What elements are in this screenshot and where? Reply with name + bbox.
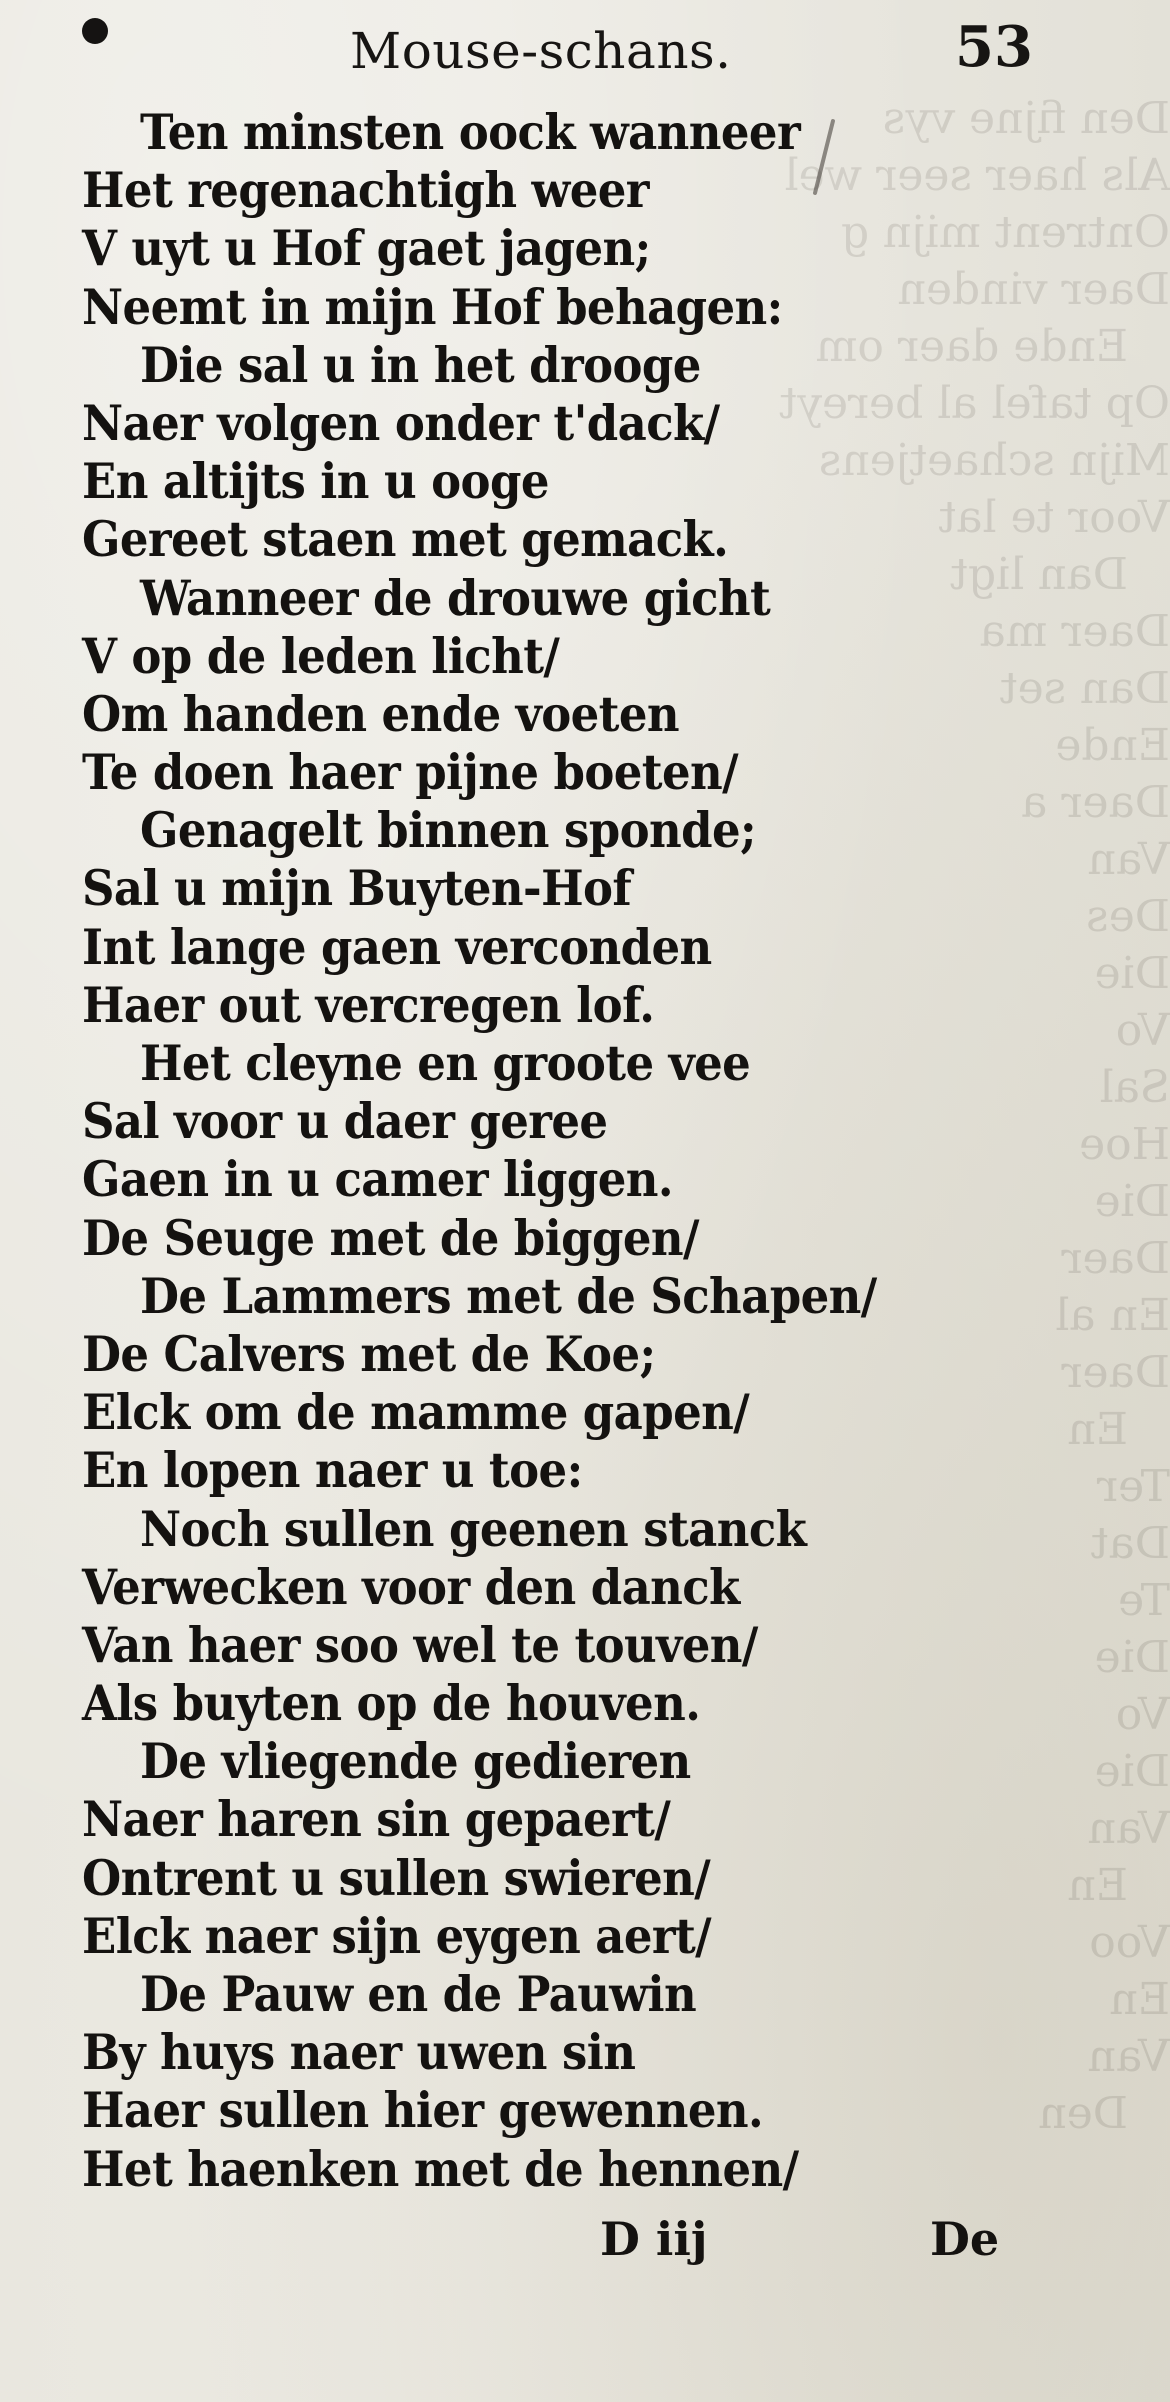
verse-line: De vliegende gedieren [140,1733,691,1791]
verse-line: Het cleyne en groote vee [140,1034,751,1093]
verse-line: Het haenken met de hennen/ [82,2140,799,2198]
verse-line: Haer sullen hier gewennen. [82,2082,764,2140]
verse-line: De Seuge met de biggen/ [82,1209,699,1267]
verse-line: Gaen in u camer liggen. [82,1151,673,1209]
verse-line: Verwecken voor den danck [82,1558,740,1616]
verse-line: De Calvers met de Koe; [82,1325,656,1384]
verse-line: Sal u mijn Buyten-Hof [82,860,632,918]
page-number: 53 [955,14,1033,80]
bleed-through-texture: Den fijne vys Als haer seer wel Ontrent mijn g Daer vinden Ende daer om Op tafel al bereyt Mijn schaetjens Voor te lat Dan ligt Daer ma Dan set Ende Daer a Van Des Die Vo Sal Hoe Die Daer En al Daer En Ter Dat Te Die Vo Die Van En Voo En Van Den [779,93,1170,2139]
verse-block [82,104,1042,2199]
verse-line: Van haer soo wel te touven/ [82,1616,758,1674]
catchword: De [930,2212,1000,2266]
verse-line: Genagelt binnen sponde; [140,802,757,860]
verse-line: V op de leden licht/ [82,627,560,685]
verse-line: Sal voor u daer geree [82,1093,608,1151]
running-head-title: Mouse-schans. [350,22,732,80]
verse-line: Int lange gaen verconden [82,918,712,976]
verse-line: Wanneer de drouwe gicht [140,569,771,627]
verse-line: Die sal u in het drooge [140,336,701,394]
verse-line: Ten minsten oock wanneer [140,103,801,162]
verse-line: Het regenachtigh weer [82,162,649,220]
signature-mark: D iij [600,2212,708,2266]
ink-dot [82,18,108,44]
verse-line: Te doen haer pijne boeten/ [82,743,738,802]
verse-line: Noch sullen geenen stanck [140,1500,807,1558]
verse-line: V uyt u Hof gaet jagen; [82,220,651,278]
verse-line: Naer volgen onder t'dack/ [82,394,720,453]
verse-line: Gereet staen met gemack. [82,511,729,569]
verse-line: Als buyten op de houven. [82,1674,701,1733]
verse-line: De Lammers met de Schapen/ [140,1267,877,1325]
verse-line: Om handen ende voeten [82,685,679,743]
verse-line: Elck om de mamme gapen/ [82,1383,750,1442]
verse-line: By huys naer uwen sin [82,2024,636,2082]
verse-line: Ontrent u sullen swieren/ [82,1849,711,1907]
verse-line: Haer out vercregen lof. [82,976,655,1034]
verse-line: Elck naer sijn eygen aert/ [82,1907,711,1965]
verse-line: Naer haren sin gepaert/ [82,1791,671,1849]
verse-line: De Pauw en de Pauwin [140,1965,697,2024]
verse-line: En lopen naer u toe: [82,1442,583,1500]
verse-line: En altijts in u ooge [82,452,549,511]
verse-line: Neemt in mijn Hof behagen: [82,278,783,336]
